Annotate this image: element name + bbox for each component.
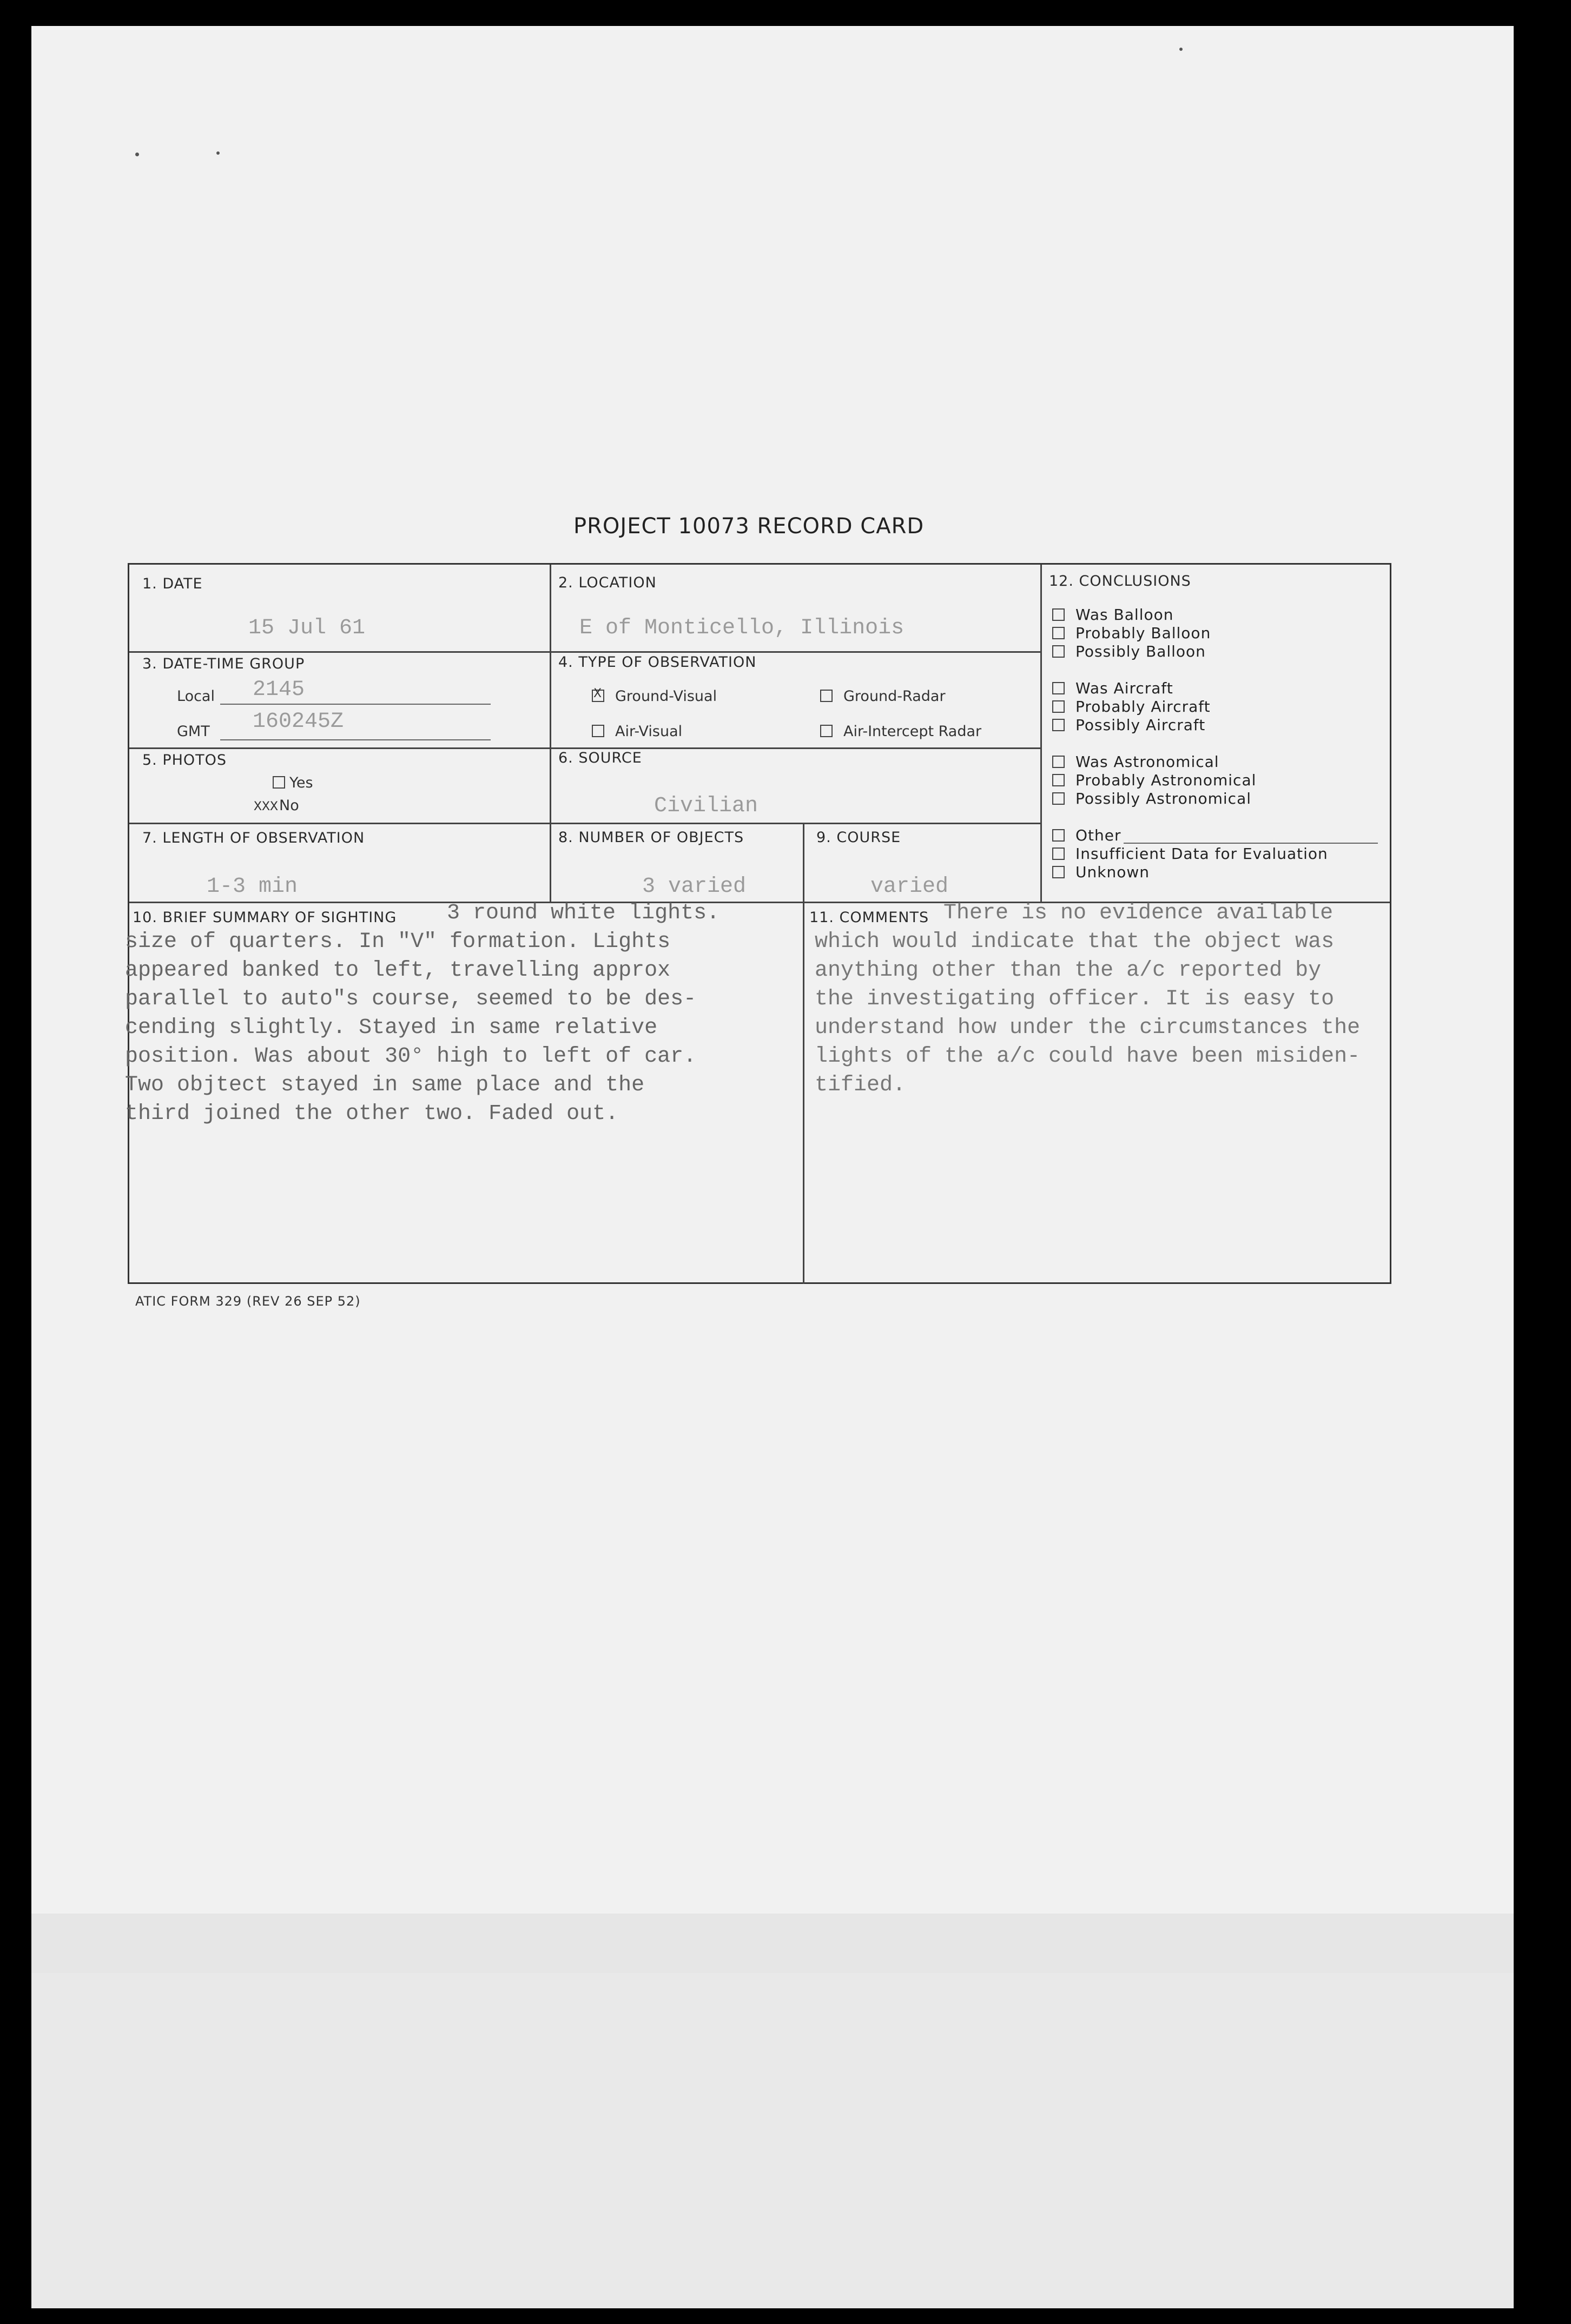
location-value: E of Monticello, Illinois <box>579 616 905 640</box>
summary-line: 3 round white lights. <box>447 901 720 925</box>
summary-text <box>125 901 720 1130</box>
conclusion-item <box>1052 716 1205 734</box>
checkbox-icon <box>1052 608 1065 621</box>
photos-no <box>254 797 299 815</box>
conclusion-label: Unknown <box>1075 863 1150 881</box>
conclusion-label: Was Balloon <box>1075 606 1174 624</box>
comments-line: which would indicate that the object was <box>815 930 1335 954</box>
divider <box>129 651 1040 653</box>
dtg-label: 3. DATE-TIME GROUP <box>142 656 305 672</box>
scan-lower-area <box>31 1973 1514 2308</box>
conclusion-item <box>1052 624 1211 642</box>
checked-mark: X <box>593 687 602 700</box>
photos-label: 5. PHOTOS <box>142 752 227 769</box>
conclusion-label: Possibly Balloon <box>1075 643 1206 660</box>
photos-yes-label: Yes <box>289 774 313 791</box>
photos-yes <box>273 774 313 791</box>
local-label: Local <box>177 688 215 705</box>
summary-line: Two objtect stayed in same place and the <box>125 1073 645 1097</box>
comments-line: There is no evidence available <box>943 901 1334 925</box>
checkbox-icon <box>1052 829 1065 842</box>
length-label: 7. LENGTH OF OBSERVATION <box>142 830 365 846</box>
conclusion-item <box>1052 771 1256 789</box>
checkbox-icon <box>1052 792 1065 805</box>
gmt-underline <box>220 739 491 740</box>
obs-ground-visual-label: Ground-Visual <box>615 688 717 705</box>
summary-label: 10. BRIEF SUMMARY OF SIGHTING <box>133 909 397 926</box>
observation-type-label: 4. TYPE OF OBSERVATION <box>558 654 757 671</box>
checkbox-icon <box>1052 866 1065 878</box>
conclusion-item <box>1052 698 1211 716</box>
divider <box>129 823 1040 824</box>
conclusion-label: Possibly Astronomical <box>1075 790 1252 807</box>
date-value: 15 Jul 61 <box>248 616 366 640</box>
checkbox-icon <box>1052 848 1065 860</box>
num-objects-label: 8. NUMBER OF OBJECTS <box>558 829 744 846</box>
length-value: 1-3 min <box>207 875 298 899</box>
photos-no-mark: XXX <box>254 799 279 815</box>
comments-text <box>815 901 1360 1102</box>
obs-air-intercept-radar <box>820 723 981 740</box>
checkbox-icon <box>1052 756 1065 768</box>
summary-line: size of quarters. In "V" formation. Lights <box>125 930 671 954</box>
other-underline <box>1124 843 1378 844</box>
conclusion-label: Was Aircraft <box>1075 679 1173 697</box>
location-label: 2. LOCATION <box>558 574 657 591</box>
summary-line: third joined the other two. Faded out. <box>125 1102 619 1126</box>
local-value: 2145 <box>253 678 305 702</box>
summary-line: cending slightly. Stayed in same relative <box>125 1016 658 1040</box>
checkbox-icon <box>1052 719 1065 731</box>
comments-line: the investigating officer. It is easy to <box>815 987 1335 1011</box>
scan-band <box>31 1914 1514 1973</box>
checkbox-icon <box>592 725 604 737</box>
obs-ground-radar <box>820 688 946 705</box>
checkbox-icon <box>273 776 285 789</box>
comments-line: understand how under the circumstances the <box>815 1016 1361 1040</box>
obs-air-visual <box>592 723 682 740</box>
conclusion-label: Probably Aircraft <box>1075 698 1211 716</box>
date-label: 1. DATE <box>142 575 203 592</box>
local-underline <box>220 704 491 705</box>
scan-speck <box>216 151 220 155</box>
divider <box>803 823 804 1284</box>
conclusion-label: Was Astronomical <box>1075 753 1219 771</box>
conclusion-item <box>1052 863 1150 881</box>
scan-speck <box>1179 48 1183 51</box>
conclusion-label: Other <box>1075 826 1121 844</box>
divider <box>550 565 551 902</box>
conclusion-label: Probably Astronomical <box>1075 771 1257 789</box>
checkbox-icon <box>1052 700 1065 713</box>
conclusions-label: 12. CONCLUSIONS <box>1049 573 1191 590</box>
checkbox-icon <box>820 690 833 702</box>
gmt-label: GMT <box>177 723 210 740</box>
record-card <box>125 563 1391 1284</box>
obs-air-visual-label: Air-Visual <box>615 723 683 740</box>
form-identifier: ATIC FORM 329 (REV 26 SEP 52) <box>135 1294 361 1309</box>
obs-air-intercept-radar-label: Air-Intercept Radar <box>843 723 982 740</box>
checkbox-icon <box>1052 774 1065 786</box>
checkbox-icon <box>820 725 833 737</box>
scan-speck <box>135 153 139 156</box>
obs-ground-visual <box>592 688 717 705</box>
summary-line: appeared banked to left, travelling approx <box>125 958 671 983</box>
comments-line: tified. <box>815 1073 906 1097</box>
checkbox-icon <box>592 687 604 702</box>
source-value: Civilian <box>654 794 758 818</box>
divider <box>1040 565 1042 902</box>
conclusion-label: Possibly Aircraft <box>1075 716 1206 734</box>
num-objects-value: 3 varied <box>642 875 747 899</box>
conclusion-item <box>1052 753 1219 771</box>
card-title: PROJECT 10073 RECORD CARD <box>573 514 925 539</box>
conclusion-item <box>1052 790 1251 807</box>
comments-line: anything other than the a/c reported by <box>815 958 1322 983</box>
conclusion-item <box>1052 679 1173 697</box>
divider <box>129 747 1040 749</box>
checkbox-icon <box>1052 645 1065 658</box>
summary-line: position. Was about 30° high to left of car. <box>125 1044 697 1069</box>
comments-line: lights of the a/c could have been misiden- <box>815 1044 1361 1069</box>
conclusion-label: Probably Balloon <box>1075 624 1211 642</box>
source-label: 6. SOURCE <box>558 750 642 766</box>
checkbox-icon <box>1052 682 1065 694</box>
obs-ground-radar-label: Ground-Radar <box>843 688 946 705</box>
comments-label: 11. COMMENTS <box>809 909 929 926</box>
conclusion-item <box>1052 606 1173 624</box>
conclusion-item <box>1052 643 1206 660</box>
conclusion-item <box>1052 845 1328 863</box>
conclusion-label: Insufficient Data for Evaluation <box>1075 845 1328 863</box>
course-label: 9. COURSE <box>816 829 901 846</box>
course-value: varied <box>870 875 949 899</box>
conclusion-item <box>1052 826 1121 844</box>
checkbox-icon <box>1052 627 1065 639</box>
summary-line: parallel to auto"s course, seemed to be des- <box>125 987 697 1011</box>
photos-no-label: No <box>279 797 299 814</box>
gmt-value: 160245Z <box>253 710 344 734</box>
